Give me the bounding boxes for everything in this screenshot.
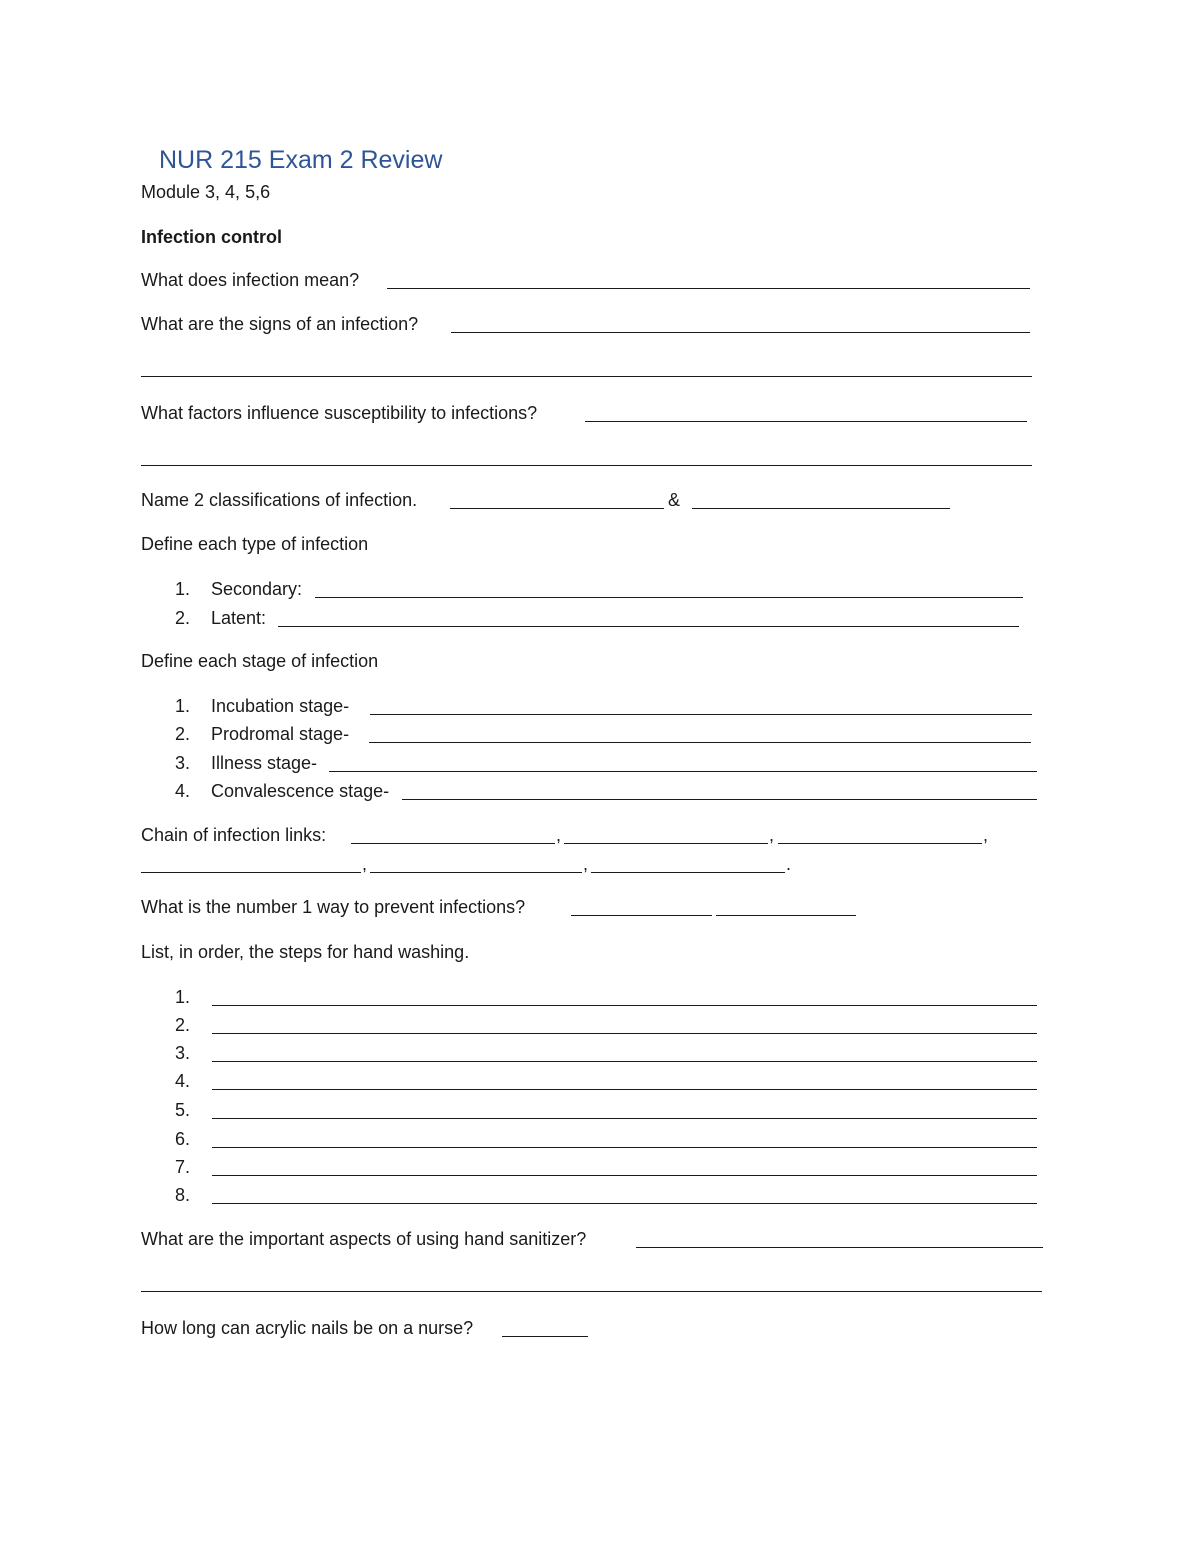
stage-number-4: 4. <box>175 781 191 801</box>
question-sanitizer: What are the important aspects of using hand sanitizer? <box>141 1229 587 1249</box>
question-define-stage: Define each stage of infection <box>141 651 379 671</box>
answer-line-factors-1[interactable] <box>585 421 1027 422</box>
answer-line-sanitizer-2[interactable] <box>141 1291 1042 1292</box>
type-number-2: 2. <box>175 608 191 628</box>
question-define-type: Define each type of infection <box>141 534 369 554</box>
stage-number-1: 1. <box>175 696 191 716</box>
hand-step-line[interactable] <box>212 1203 1037 1204</box>
chain-comma-4: , <box>362 854 368 874</box>
ampersand: & <box>668 490 681 510</box>
answer-line-latent[interactable] <box>278 626 1019 627</box>
answer-line-chain-4[interactable] <box>141 872 361 873</box>
answer-line-chain-5[interactable] <box>370 872 582 873</box>
answer-line-illness[interactable] <box>329 771 1037 772</box>
hand-step-line[interactable] <box>212 1033 1037 1034</box>
answer-line-signs-1[interactable] <box>451 332 1030 333</box>
answer-line-infection-meaning[interactable] <box>387 288 1030 289</box>
answer-line-prevent-2[interactable] <box>716 915 856 916</box>
answer-line-classification-1[interactable] <box>450 508 664 509</box>
type-label-secondary: Secondary: <box>211 579 303 599</box>
stage-number-2: 2. <box>175 724 191 744</box>
question-chain: Chain of infection links: <box>141 825 327 845</box>
hand-step-number: 5. <box>175 1100 191 1120</box>
stage-label-incubation: Incubation stage- <box>211 696 350 716</box>
question-handwashing: List, in order, the steps for hand washing. <box>141 942 470 962</box>
hand-step-line[interactable] <box>212 1061 1037 1062</box>
hand-step-line[interactable] <box>212 1005 1037 1006</box>
hand-step-line[interactable] <box>212 1175 1037 1176</box>
hand-step-number: 6. <box>175 1129 191 1149</box>
answer-line-acrylic[interactable] <box>502 1336 588 1337</box>
type-number-1: 1. <box>175 579 191 599</box>
answer-line-chain-3[interactable] <box>778 843 982 844</box>
chain-comma-2: , <box>769 825 775 845</box>
question-acrylic: How long can acrylic nails be on a nurse? <box>141 1318 474 1338</box>
answer-line-convalescence[interactable] <box>402 799 1037 800</box>
chain-comma-5: , <box>583 854 589 874</box>
chain-period: . <box>786 854 792 874</box>
answer-line-classification-2[interactable] <box>692 508 950 509</box>
chain-comma-3: , <box>983 825 989 845</box>
hand-step-number: 3. <box>175 1043 191 1063</box>
answer-line-incubation[interactable] <box>370 714 1032 715</box>
hand-step-line[interactable] <box>212 1118 1037 1119</box>
hand-step-number: 1. <box>175 987 191 1007</box>
hand-step-number: 2. <box>175 1015 191 1035</box>
hand-step-line[interactable] <box>212 1089 1037 1090</box>
answer-line-secondary[interactable] <box>315 597 1023 598</box>
stage-number-3: 3. <box>175 753 191 773</box>
hand-step-number: 4. <box>175 1071 191 1091</box>
question-infection-meaning: What does infection mean? <box>141 270 360 290</box>
modules-subtitle: Module 3, 4, 5,6 <box>141 182 271 202</box>
answer-line-signs-2[interactable] <box>141 376 1032 377</box>
chain-comma-1: , <box>556 825 562 845</box>
answer-line-sanitizer-1[interactable] <box>636 1247 1043 1248</box>
stage-label-prodromal: Prodromal stage- <box>211 724 350 744</box>
answer-line-factors-2[interactable] <box>141 465 1032 466</box>
question-signs: What are the signs of an infection? <box>141 314 419 334</box>
answer-line-chain-2[interactable] <box>564 843 768 844</box>
stage-label-illness: Illness stage- <box>211 753 318 773</box>
question-classifications: Name 2 classifications of infection. <box>141 490 418 510</box>
answer-line-prodromal[interactable] <box>369 742 1031 743</box>
answer-line-chain-1[interactable] <box>351 843 555 844</box>
type-label-latent: Latent: <box>211 608 267 628</box>
hand-step-number: 7. <box>175 1157 191 1177</box>
hand-step-number: 8. <box>175 1185 191 1205</box>
page-title: NUR 215 Exam 2 Review <box>159 146 443 174</box>
answer-line-chain-6[interactable] <box>591 872 785 873</box>
stage-label-convalescence: Convalescence stage- <box>211 781 390 801</box>
question-prevent: What is the number 1 way to prevent infections? <box>141 897 526 917</box>
answer-line-prevent-1[interactable] <box>571 915 712 916</box>
section-heading: Infection control <box>141 227 282 247</box>
hand-step-line[interactable] <box>212 1147 1037 1148</box>
question-factors: What factors influence susceptibility to infections? <box>141 403 538 423</box>
